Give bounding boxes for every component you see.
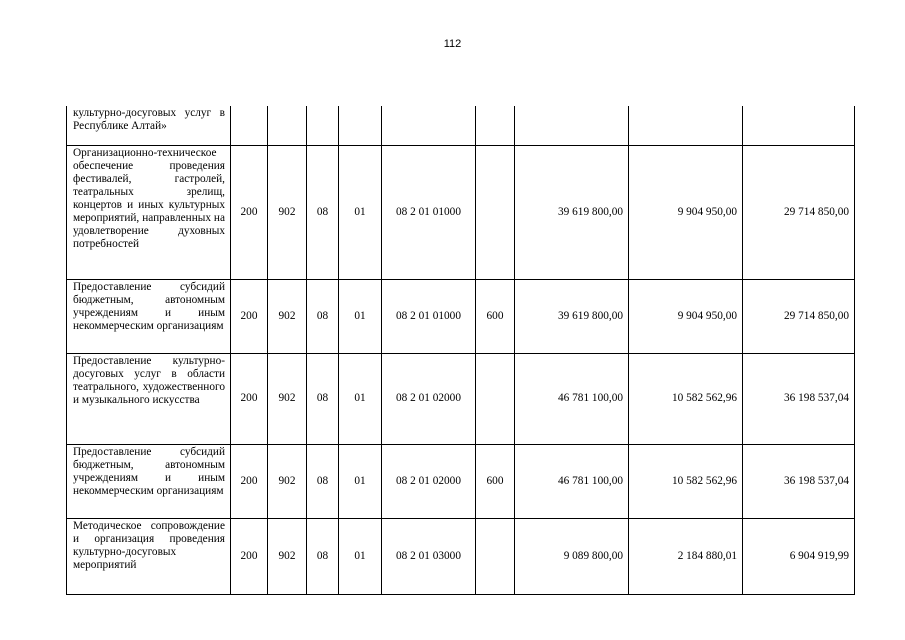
subsection-code-cell: 01 <box>339 279 382 353</box>
section-code-cell <box>307 106 339 145</box>
amount-cell <box>515 106 629 145</box>
amount-cell: 9 904 950,00 <box>629 145 743 279</box>
expense-type-cell: 600 <box>476 444 515 518</box>
table-row <box>67 145 855 279</box>
row-name: Предоставление культурно-досуговых услуг в области театрального, художественного и музыкального искусства <box>67 353 231 444</box>
table-row <box>67 353 855 444</box>
table-row <box>67 279 855 353</box>
code-cell: 200 <box>231 145 268 279</box>
budget-table <box>66 106 855 595</box>
table-row <box>67 518 855 594</box>
expense-type-cell <box>476 145 515 279</box>
section-code-cell: 08 <box>307 279 339 353</box>
subsection-code-cell: 01 <box>339 444 382 518</box>
amount-cell: 39 619 800,00 <box>515 279 629 353</box>
expense-type-cell <box>476 353 515 444</box>
page-number: 112 <box>443 38 462 50</box>
amount-cell: 29 714 850,00 <box>743 145 855 279</box>
amount-cell: 46 781 100,00 <box>515 353 629 444</box>
section-code-cell: 08 <box>307 518 339 594</box>
amount-cell: 10 582 562,96 <box>629 353 743 444</box>
target-article-cell: 08 2 01 01000 <box>382 145 476 279</box>
section-code-cell: 08 <box>307 145 339 279</box>
ministry-code-cell: 902 <box>268 145 307 279</box>
row-name: Организационно-техническое обеспечение проведения фестивалей, гастролей, театральных зрелищ, концертов и иных культурных мероприятий, направленных на удовлетворение духовных потребностей <box>67 145 231 279</box>
amount-cell: 39 619 800,00 <box>515 145 629 279</box>
amount-cell: 36 198 537,04 <box>743 444 855 518</box>
amount-cell: 6 904 919,99 <box>743 518 855 594</box>
code-cell: 200 <box>231 279 268 353</box>
row-name: Предоставление субсидий бюджетным, автономным учреждениям и иным некоммерческим организациям <box>67 279 231 353</box>
subsection-code-cell: 01 <box>339 353 382 444</box>
row-name: культурно-досуговых услуг в Республике Алтай» <box>67 106 231 145</box>
amount-cell <box>743 106 855 145</box>
code-cell: 200 <box>231 444 268 518</box>
code-cell <box>231 106 268 145</box>
table-row <box>67 444 855 518</box>
amount-cell <box>629 106 743 145</box>
row-name: Методическое сопровождение и организация проведения культурно-досуговых мероприятий <box>67 518 231 594</box>
code-cell: 200 <box>231 353 268 444</box>
target-article-cell: 08 2 01 03000 <box>382 518 476 594</box>
expense-type-cell: 600 <box>476 279 515 353</box>
target-article-cell: 08 2 01 02000 <box>382 444 476 518</box>
section-code-cell: 08 <box>307 353 339 444</box>
subsection-code-cell <box>339 106 382 145</box>
subsection-code-cell: 01 <box>339 145 382 279</box>
table-row <box>67 106 855 145</box>
amount-cell: 10 582 562,96 <box>629 444 743 518</box>
amount-cell: 9 904 950,00 <box>629 279 743 353</box>
amount-cell: 29 714 850,00 <box>743 279 855 353</box>
code-cell: 200 <box>231 518 268 594</box>
target-article-cell <box>382 106 476 145</box>
expense-type-cell <box>476 106 515 145</box>
expense-type-cell <box>476 518 515 594</box>
ministry-code-cell: 902 <box>268 353 307 444</box>
ministry-code-cell: 902 <box>268 279 307 353</box>
amount-cell: 9 089 800,00 <box>515 518 629 594</box>
ministry-code-cell <box>268 106 307 145</box>
row-name: Предоставление субсидий бюджетным, автономным учреждениям и иным некоммерческим организациям <box>67 444 231 518</box>
target-article-cell: 08 2 01 01000 <box>382 279 476 353</box>
amount-cell: 36 198 537,04 <box>743 353 855 444</box>
section-code-cell: 08 <box>307 444 339 518</box>
target-article-cell: 08 2 01 02000 <box>382 353 476 444</box>
subsection-code-cell: 01 <box>339 518 382 594</box>
amount-cell: 2 184 880,01 <box>629 518 743 594</box>
ministry-code-cell: 902 <box>268 518 307 594</box>
ministry-code-cell: 902 <box>268 444 307 518</box>
amount-cell: 46 781 100,00 <box>515 444 629 518</box>
